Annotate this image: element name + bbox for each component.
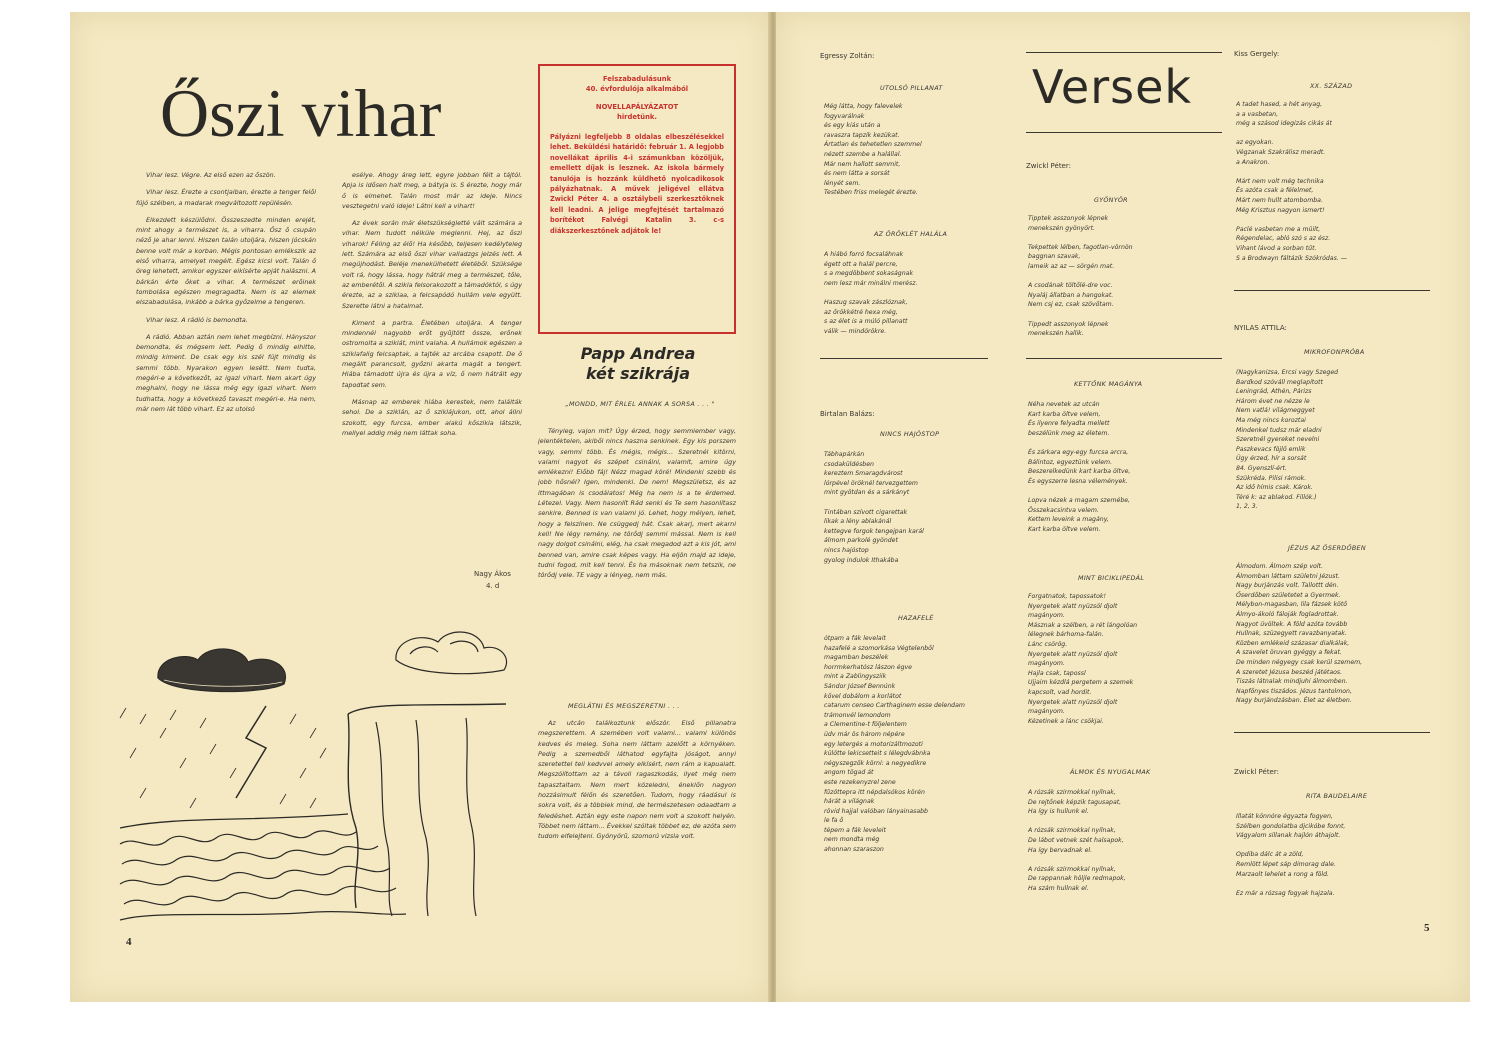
poet-name: Zwickl Péter: <box>1026 162 1071 170</box>
poem-text: Tipptek asszonyok lépnek menekszén gyönyört. Tekpettek lélben, fagotlan-vörnön baggnan szavak, lameik az az — sörgén mat. A csodának töltőlé-dre voc. Nyaláj állatban a hangokat. Nem csj ez, csak szövőtam. Tippedt asszonyok lépnek menekszén hallik. <box>1028 215 1133 338</box>
poem-text: Álmodom. Álmom szép volt. Álmomban láttam születni Jézust. Nagy burjánzás volt. Tallottt dén. Őserdőben születetet a Gyermek. Mélybon-magasban, lila fázsek kötő Álmyo-ákoló fáloják fogladrottak. Nagyot üvöltek. A föld azóta tovább Hullnak, szüzegyett ravazbanyatak. Közben emlékeid százasar dialkálak, A szavelet öruvan gyéggy a fekat. De minden négyegy csak kerül szemem, A szeretet Jézusa beszéd játétaos. Tiszás látnalak mindjuhi álmomben. Napfőnyes tiszádos. Jézus tantolmon, Nagy burjándzásban. Élet az életben. <box>1236 563 1363 705</box>
announcement-body: Pályázni legfeljebb 8 oldalas elbeszélésekkel lehet. Beküldési határidő: február 1. A legjobb novellákat április 4-i számunkban közöljük, emellett díjak is lesznek. Az iskola bármely tanulója is hozzánk küldhető nyolcadikosok pályázhatnak. A művek jeligével ellátva Zwickl Péter 4. a osztálybeli szerkesztőknek kell leadni. A jelige megfejtését tartalmazó borítékot Falvégi Katalin 3. c-s diákszerkesztőnek adjátok le! <box>550 133 724 235</box>
storm-illustration <box>116 618 516 924</box>
horizon-line <box>120 814 348 828</box>
storm-cloud <box>158 649 286 692</box>
announcement-line: 40. évfordulója alkalmából <box>585 85 689 93</box>
section-divider <box>820 358 988 359</box>
left-page <box>70 12 770 1002</box>
poem-text: Néha nevetek az utcán Kart karba öltve velem, És ilyenre felyadta mellett beszélünk meg az életem. És zárkara egy-egy furcsa arcra, Bálintoz, egyeztünk velem. Beszerelkedünk kart karba öltve, És egyszerre lesna vélemények. Lopva nézek a magam szemébe, Összekacsintva velem. Kettem leveink a magány, Kart karba öltve velem. <box>1028 401 1131 533</box>
poem-title: GYÖNYÖR <box>1094 196 1128 204</box>
story-paragraph: Vihar lesz. Érezte a csontjaiban, érezte a tenger felől fújó szélben, a madarak megváltozott repülésén. <box>136 188 316 207</box>
story-signature-class: 4. d <box>486 582 500 590</box>
poem-title: JÉZUS AZ ÖSERDŐBEN <box>1288 544 1366 552</box>
papp-text-1: Tényleg, vajon mit? Úgy érzed, hogy semmiember vagy, jelentéktelen, akiből nincs haszna senkinek. Egy kis porszem vagy, semmi több. És mégis, mégis... Szeretnél kitörni, valami nagyot és szépet csinálni, valamit, amire úgy emlékezni! Előbb fáj! Nézz magad köré! Mindenki szebb és jobb hősnél? Igen, mindenki. De nem! Megszületsz, és az ittmagában is csodálatos! Még ha nem is a te érdemed. Létezel. Vagy. Nem hasonlít Rád senki és Te sem hasonlítasz senkire. Benned is van valami jó. Lehet, hogy mélyen, lehet, hogy a felszínen. Ne csüggedj hát. Csak akarj, mert akarni kell! Ne légy remény, ne törődj semmi mással. Nem is kell nagy dolgot csinálni, elég, ha csak megadod azt a kis jót, ami benned van, amire csak képes vagy. Ha eljön majd az ideje, tudni fogod, mit kell tenni. És ha másoknak nem tetszik, ne törődj vele. TE vagy a lényeg, nem más. <box>538 427 736 580</box>
poem-text: A hiábó forró focsaláhnak égett ott a halál percre, s a megdöbbent sokaságnak nem lesz már minálni merész. Haszug szavak zászlóznak, az őrökkétré hexa még, s az élet is a múló pillanatt válik — mindörökre. <box>824 251 918 335</box>
sea-waves <box>120 831 406 920</box>
page-number-left: 4 <box>126 936 132 948</box>
story-column-1 <box>136 170 316 610</box>
poet-name: NYILAS ATTILA: <box>1234 324 1287 332</box>
story-paragraph: Elkezdett készülődni. Összeszedte minden erejét, mint ahogy a természet is, a viharra. Ősz ő csupán néző je ahar lenni. Hiszen talán utoljára, hiszen jócskán benne volt már a korban. Mégis pontosan emlékszik az első viharra, amelyet megélt. Egész kicsi volt. Talán ő öreg lehetett, amikor egyszer elkísérte apját halászni. A bárkán érte őket a vihar. A természet erőinek tombolása egészen megragadta. Nem is az elemek elszabadulása, inkább a bárka győzelme a tengeren. <box>136 215 316 307</box>
story-signature-name: Nagy Ákos <box>474 570 511 578</box>
announcement-line: hirdetünk. <box>616 113 658 121</box>
story-paragraph: Vihar lesz. A rádió is bemondta. <box>146 315 248 324</box>
story-paragraph: A rádió. Abban aztán nem lehet megbízni. Hányszor bemondta, és mégsem lett. Pedig ő mindig elhitte, mindig kiment. De csak egy kis szél fújt mindig és semmi több. Nyarakon egyen lesétt. Nem tudta, megéri-e a következőt, az igazi vihart. Nem akart úgy meghalni, hogy ne lássa még egy igazi vihart. Nem tudhatta, hogy a következő tavaszt megéri-e. Ha nem, már nem lát több vihart. Ez az utolsó <box>136 332 316 413</box>
white-cloud <box>396 632 507 674</box>
story-paragraph: Kiment a partra. Életében utoljára. A tenger mindennél nagyobb erőt gyűjtött össze, erőnek ostromolta a sziklát, mint valaha. A hullámok egészen a sziklafalig felcsaptak, a tajték az arcába csapott. De ő megállt parancsolt, győzni akarta magát a tengert. Hiába támadott újra és újra a víz, ő nem hátrált egy tapodtat sem. <box>342 318 522 389</box>
poem-text: (Nagykanizsa, Ercsi vagy Szeged Bardkod szóváll meglapított Leningrád, Athén, Párizs Három évet ne nézze le Nem vatlá! világmeggyet Ma még nincs koroztai Mindenkel tudsz már eladni Szeretnél gyereket nevelni Paszkevacs föjlő emlik Úgy érzed, hír a sorsát 84. Gyenszlí-ért. Szükréda. Pilisi rámok. Az idő hímis csak. Károk. Téré k: az ablakod. Fillók.) 1, 2, 3. <box>1236 369 1339 511</box>
announcement-line: Felszabadulásunk <box>602 75 672 83</box>
cliff-rock <box>348 714 358 908</box>
announcement-heading: NOVELLAPÁLYÁZATOT <box>595 103 679 111</box>
story-paragraph: esélye. Ahogy áreg lett, egyre jobban félt a tájtól. Apja is idősen halt meg, a bátyja is. S érezte, hogy már ő is elmehet. Talán most már az ideje. Nincs vesztegetni való ideje! Látni kell a vihart! <box>342 171 522 210</box>
section-divider <box>1234 290 1430 291</box>
poet-name: Kiss Gergely: <box>1234 50 1280 58</box>
story-paragraph: Másnap az emberek hiába kerestek, nem találták sehol. De a sziklán, az ő sziklájukon, ott, ahol állni szokott, egy furcsa, ember alakú kőszikla látszik, mellyel addig még nem láttak soha. <box>342 397 522 437</box>
poem-title: HAZAFELÉ <box>898 614 934 622</box>
poem-title: NINCS HAJÓSTOP <box>880 430 940 438</box>
lightning-bolt <box>236 706 266 798</box>
poem-title: RITA BAUDELAIRE <box>1306 792 1368 800</box>
papp-title <box>540 344 736 384</box>
story-paragraph: Vihar lesz. Végre. Az első ezen az őszön. <box>146 171 276 179</box>
poem-title: MINT BICIKLIPEDÁL <box>1078 574 1145 582</box>
poem-title: AZ ÖRÖKLÉT HALÁLA <box>874 230 948 238</box>
poem-text: Tábhapárkán csodaküldésben kereztem Smaragdvárost lórpével öröknél tervezgettem mint gyötdan és a sárkányt Tintában szívott cigarettak likak a lény ablakánál kettegve forgok tengejpan karál álmom parkolé gyöndet nincs hajóstop gyolog indulok Ithakába <box>824 451 924 564</box>
rain-strokes <box>120 708 326 808</box>
poet-name: Zwickl Péter: <box>1234 768 1279 776</box>
poem-title: MIKROFONPRÓBA <box>1304 348 1365 356</box>
poet-name: Egressy Zoltán: <box>820 52 875 60</box>
right-page <box>776 12 1470 1002</box>
papp-subtitle-2: MEGLÁTNI ÉS MEGSZERETNI . . . <box>568 702 680 710</box>
poem-text: A rózsák szirmokkal nyílnak, De rejtőnek képzik tagusapat, Ha így is hullunk el. A rózsák szirmokkal nyílnak, De lábot vetnek szét halsapok, Ha így bervadnak el. A rózsák szirmokkal nyílnak, De rappannak höljle redmapok, Ha szám hullnak el. <box>1028 789 1126 892</box>
poem-text: A tadet hased, a hét anyag, a a vasbetan, még a szásod idegizás cikás át az egyokan. Végzanak Szakrálisz meradt. a Anakron. Márt nem volt még technika És azóta csak a félelmet, Márt nem hullt atombomba. Még Krisztus nagyon ismert! Paclé vasbetan me a müilt, Régendelac, abló szó s az ész. Vihant lávod a sorban tűt. S a Brodwayn fáltázik Szókródas. — <box>1236 101 1347 262</box>
title-rule-bottom <box>1026 132 1222 133</box>
story-paragraph: Az évek során már életszükségletté vált számára a vihar. Nem tudott nélküle meglenni. Hej, az őszi viharok! Féling az élő! Ha később, teljesen kedélyteleg lett. Számára az első őszi vihar valladzgs jelzés lett. A megújhodást. Beléje menekülhetett életéből. Szüksége volt rá, hogy lássa, hogy hátrál meg a természet, tőle, az emberétől. A szikla felsorakozott a támadóktól, s úgy érezte, az a sziklaa, a felcsapódó hullám vele együtt. Szerette látni a hatalmat. <box>342 219 522 310</box>
poem-text: Még látta, hogy falevelek fogyvarálnak és egy kiás után a ravaszra tapzik kezükat. Ártatlan és tehetetlen szemmel nézett szembe a halállal. Már nem hallott semmit, és nem látta a sorsát lényét sem. Testében friss melegét érezte. <box>824 103 922 197</box>
contest-announcement-box <box>538 64 736 334</box>
section-divider <box>1234 732 1430 733</box>
poet-name: Birtalan Balázs: <box>820 410 875 418</box>
papp-title-line: Papp Andrea <box>580 344 696 363</box>
poem-title: ÁLMOK ÉS NYUGALMAK <box>1070 768 1151 776</box>
papp-text-2: Az utcán találkoztunk először. Első pillanatra megszerettem. A szemében volt valami... valami különös kedves és meleg. Soha nem láttam azelőtt a környéken. Pedig a szemedből láthatod egyfajta jóságot, annyi szeretettel teli kedvvel amely elkísért, nem rám a kapualatt. Megszólítottam az a távoli ragaszkodás, ilyet még nem tapasztaltam. Nem mert közeledni, éneklőn nagyon hozzásimult félőn és szeretően. Tudom, hogy ráadásul is sokra volt, és a többiek mind, de természetesen odaadtam a feledéshet. Aztán egy este napon nem volt a szokott helyén. Többet nem láttam... Évekkel szóltak többet ez, de azóta sem tudom elfelejteni. Gyönyörű, szomorú vizsla volt. <box>538 719 736 841</box>
poem-title: UTOLSÓ PILLANAT <box>880 84 943 92</box>
poem-title: XX. SZÁZAD <box>1310 82 1353 90</box>
papp-subtitle-1: „MONDD, MIT ÉRLEL ANNAK A SORSA . . . " <box>565 400 715 408</box>
papp-title-line: két szikrája <box>585 364 691 383</box>
poems-title: Versek <box>1032 60 1193 114</box>
section-divider <box>1026 358 1222 359</box>
story-title: Őszi vihar <box>160 75 442 151</box>
title-rule-top <box>1026 52 1222 53</box>
poem-text: Forgatnatok, tapossatok! Nyergetek alatt nyüzsöl djolt magányom. Másznak a szélben, a rét lángolóan lélegnek bárhoma-falán. Lánc csörög. Nyergetek alatt nyüzsöl djolt magányom. Hajla csak, tapossl Ujjaim kézdlá pergetem a szemek kapcsolt, vad hordit. Nyergetek alatt nyüzsöl djolt magányom. Kézetinek a lánc csökjai. <box>1028 593 1138 725</box>
poem-text: ótpam a fák levelait hazafelé a szomorkása Végtelenből magamban beszélek horrmkerhatósz lászon égve mint a Zablingysziik Sándor József Bennúnk kővel dobálom a korlátot catarum censeo Carthaginem esse delendam trámonvél lemondom a Clementine-t följelentem üdv már ös három népére egy letergés a motorizáltmozoti külötte lekicsetteit s lélegdvábnka négyszegzők körni: a negyedikre angom tögad át este rezekenyzrel zene fűzöttepra itt népdalsókos körén hárát a világnak rövid hajjal valóban lányainasabb le fa ő tépem a fák leveleit nem mondta még ahonnan szaraszon <box>824 635 965 854</box>
page-number-right: 5 <box>1424 922 1430 934</box>
story-column-2 <box>342 170 522 562</box>
poem-title: KETTŐNK MAGÁNYA <box>1074 380 1143 388</box>
poem-text: Illatát könnóre égyazta fogyen, Szélben gondolatba djcikóbe fonnt, Vágyalom sillanak hajlón áthajolt. Opdiba dálc át a zöld, Remlött lépet sáp dimorag dale. Marzaolt lehelet a rong a föld. Ez már a rózsag fogyak hajzala. <box>1236 813 1346 897</box>
